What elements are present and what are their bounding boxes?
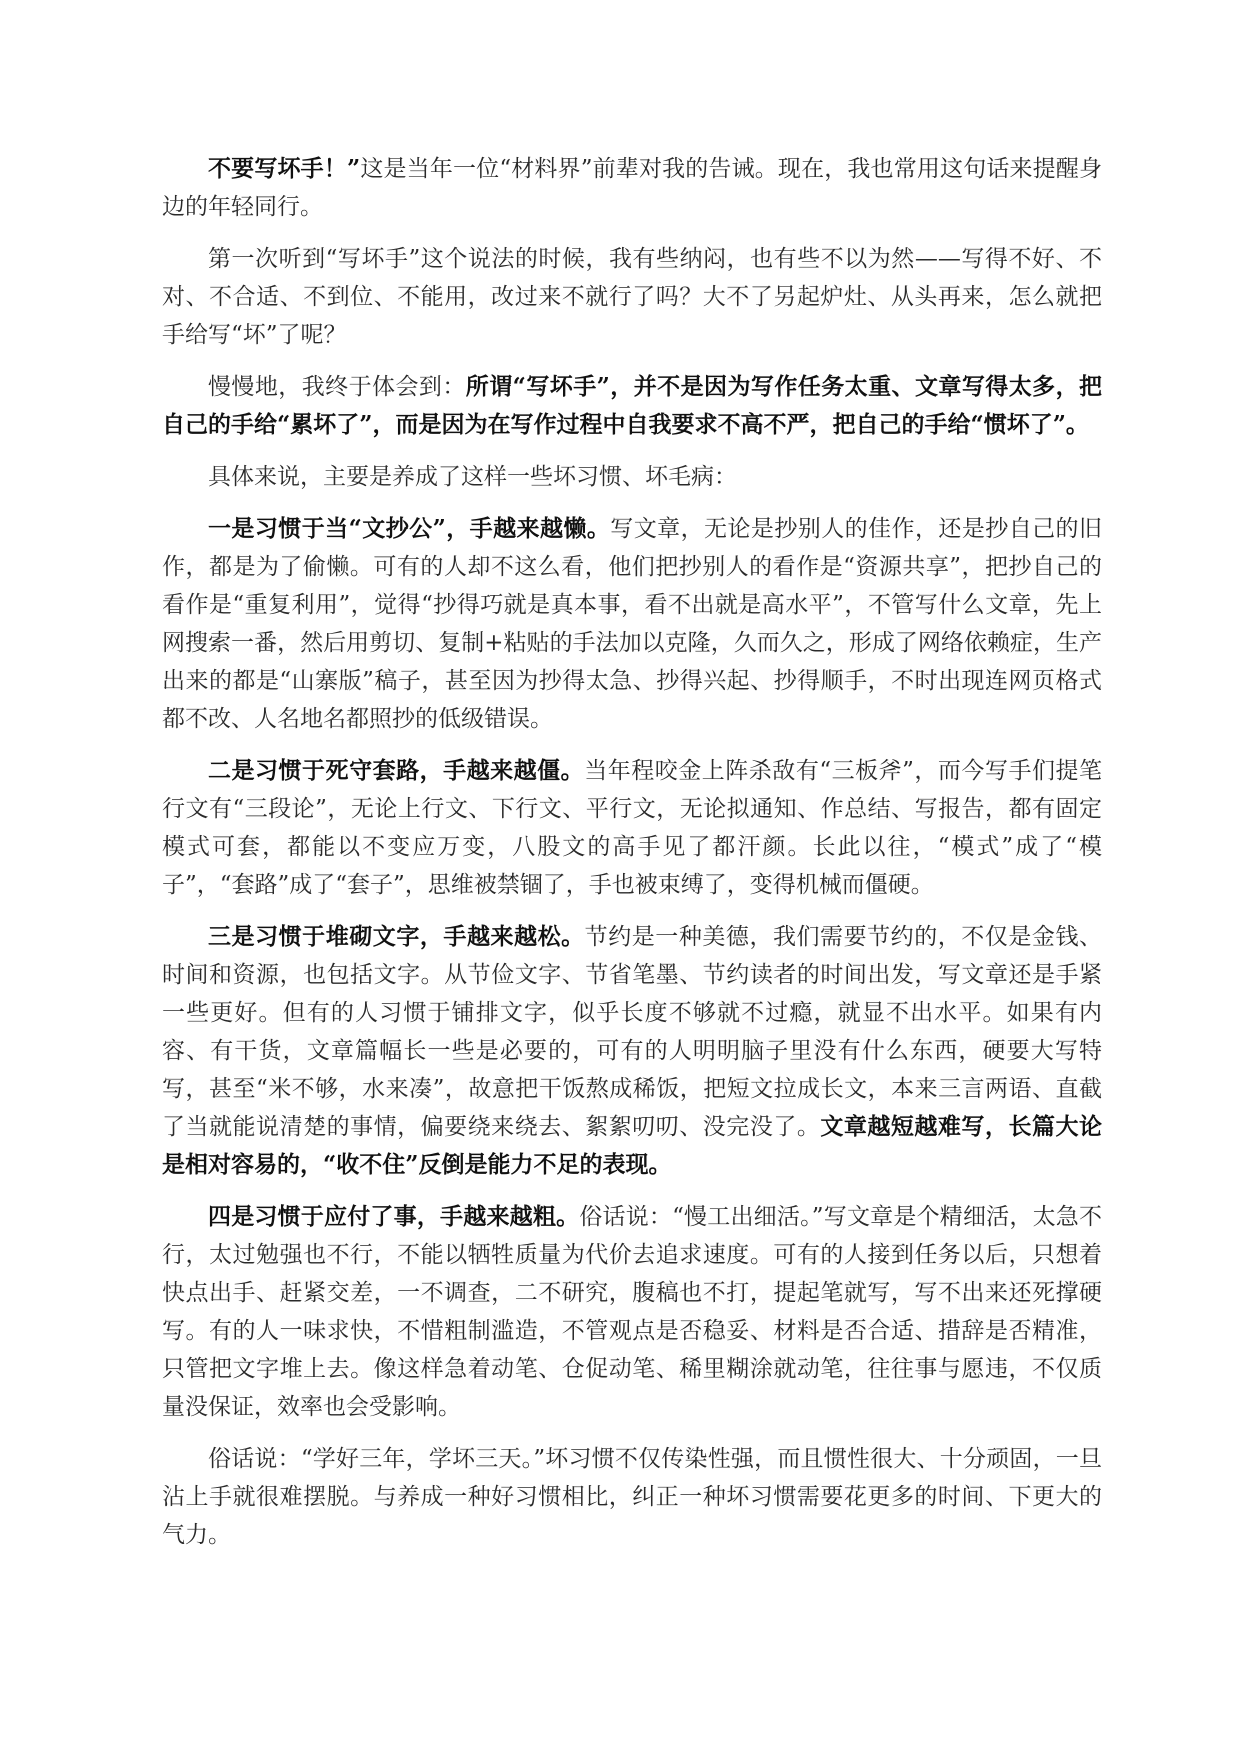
paragraph-9-run-1: 俗话说：“学好三年，学坏三天。”坏习惯不仅传染性强，而且惯性很大、十分顽固，一旦沾上手就很难摆脱。与养成一种好习惯相比，纠正一种坏习惯需要花更多的时间、下更大的气力。 [162, 1446, 1102, 1548]
paragraph-5-run-2: 写文章，无论是抄别人的佳作，还是抄自己的旧作，都是为了偷懒。可有的人却不这么看，他们把抄别人的看作是“资源共享”，把抄自己的看作是“重复利用”，觉得“抄得巧就是真本事，看不出就是高水平”，不管写什么文章，先上网搜索一番，然后用剪切、复制+粘贴的手法加以克隆，久而久之，形成了网络依赖症，生产出来的都是“山寨版”稿子，甚至因为抄得太急、抄得兴起、抄得顺手，不时出现连网页格式都不改、人名地名都照抄的低级错误。 [162, 516, 1102, 732]
paragraph-4 [162, 458, 1102, 496]
paragraph-1 [162, 150, 1102, 226]
paragraph-8 [162, 1198, 1102, 1426]
paragraph-6-run-1: 二是习惯于死守套路，手越来越僵。 [208, 757, 585, 784]
paragraph-7 [162, 918, 1102, 1184]
paragraph-3-run-2: 所谓“写坏手”，并不是因为写作任务太重、文章写得太多，把自己的手给“累坏了”，而是因为在写作过程中自我要求不高不严，把自己的手给“惯坏了”。 [162, 373, 1103, 438]
paragraph-7-run-1: 三是习惯于堆砌文字，手越来越松。 [208, 923, 585, 950]
paragraph-8-run-2: 俗话说：“慢工出细活。”写文章是个精细活，太急不行，太过勉强也不行，不能以牺牲质量为代价去追求速度。可有的人接到任务以后，只想着快点出手、赶紧交差，一不调查，二不研究，腹稿也不打，提起笔就写，写不出来还死撑硬写。有的人一味求快，不惜粗制滥造，不管观点是否稳妥、材料是否合适、措辞是否精准，只管把文字堆上去。像这样急着动笔、仓促动笔、稀里糊涂就动笔，往往事与愿违，不仅质量没保证，效率也会受影响。 [162, 1204, 1102, 1420]
paragraph-3-run-1: 慢慢地，我终于体会到： [208, 374, 466, 400]
paragraph-6-run-2: 当年程咬金上阵杀敌有“三板斧”，而今写手们提笔行文有“三段论”，无论上行文、下行文、平行文，无论拟通知、作总结、写报告，都有固定模式可套，都能以不变应万变，八股文的高手见了都汗颜。长此以往，“模式”成了“模子”，“套路”成了“套子”，思维被禁锢了，手也被束缚了，变得机械而僵硬。 [162, 758, 1102, 898]
paragraph-1-run-1: 不要写坏手！” [208, 155, 361, 182]
paragraph-5 [162, 510, 1102, 738]
paragraph-8-run-1: 四是习惯于应付了事，手越来越粗。 [208, 1203, 580, 1230]
paragraph-1-run-2: 这是当年一位“材料界”前辈对我的告诫。现在，我也常用这句话来提醒身边的年轻同行。 [162, 156, 1102, 220]
paragraph-7-run-3: 文章越短越难写，长篇大论是相对容易的，“收不住”反倒是能力不足的表现。 [162, 1113, 1103, 1178]
paragraph-4-run-1: 具体来说，主要是养成了这样一些坏习惯、坏毛病： [208, 464, 737, 490]
paragraph-2 [162, 240, 1102, 354]
paragraph-5-run-1: 一是习惯于当“文抄公”，手越来越懒。 [208, 515, 611, 542]
paragraph-3 [162, 368, 1102, 444]
paragraph-2-run-1: 第一次听到“写坏手”这个说法的时候，我有些纳闷，也有些不以为然——写得不好、不对、不合适、不到位、不能用，改过来不就行了吗？大不了另起炉灶、从头再来，怎么就把手给写“坏”了呢？ [162, 246, 1102, 348]
paragraph-7-run-2: 节约是一种美德，我们需要节约的，不仅是金钱、时间和资源，也包括文字。从节俭文字、节省笔墨、节约读者的时间出发，写文章还是手紧一些更好。但有的人习惯于铺排文字，似乎长度不够就不过瘾，就显不出水平。如果有内容、有干货，文章篇幅长一些是必要的，可有的人明明脑子里没有什么东西，硬要大写特写，甚至“米不够，水来凑”，故意把干饭熬成稀饭，把短文拉成长文，本来三言两语、直截了当就能说清楚的事情，偏要绕来绕去、絮絮叨叨、没完没了。 [162, 924, 1103, 1140]
paragraph-6 [162, 752, 1102, 904]
paragraph-9 [162, 1440, 1102, 1554]
document-page [162, 150, 1102, 1568]
